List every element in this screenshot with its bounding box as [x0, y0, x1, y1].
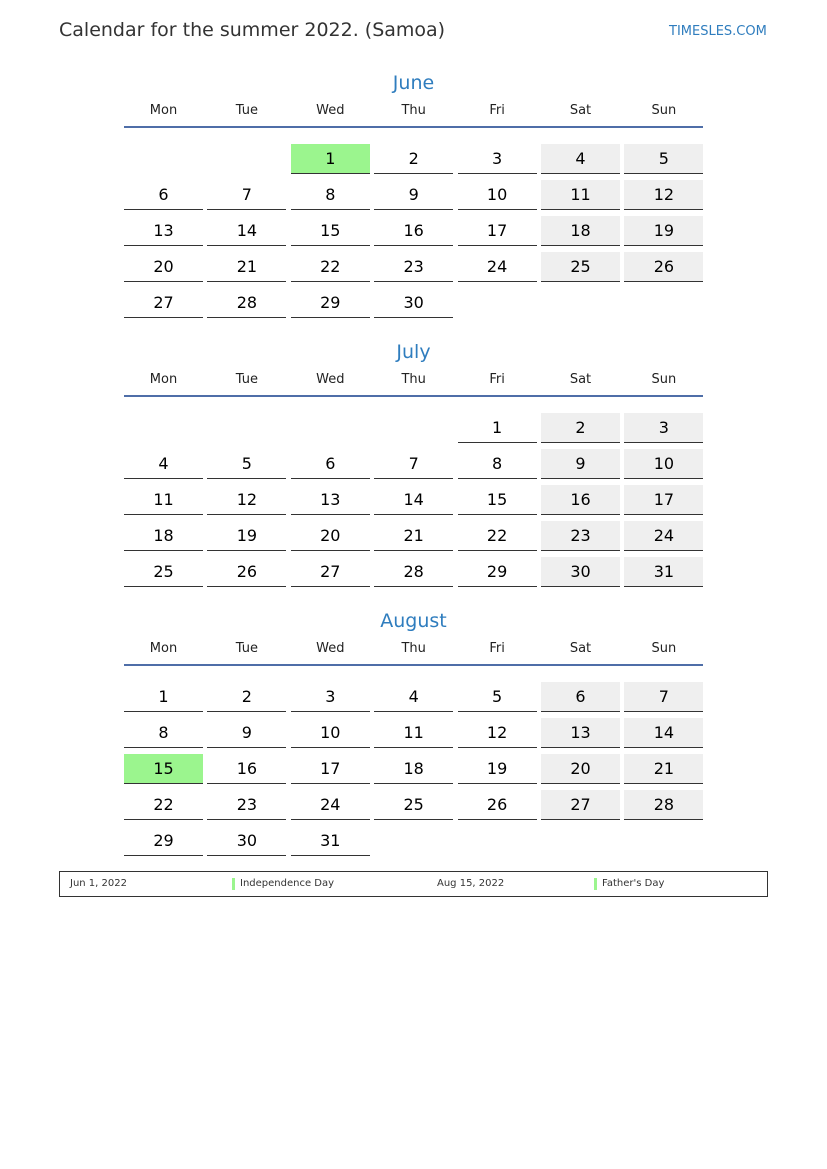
day-cell: 23 [541, 521, 620, 551]
day-cell: 14 [207, 216, 286, 246]
day-cell: 5 [207, 449, 286, 479]
day-cell: 20 [541, 754, 620, 784]
weekday-label: Thu [401, 641, 426, 656]
day-cell: 4 [541, 144, 620, 174]
weekday-label: Wed [316, 372, 345, 387]
day-cell: 8 [124, 718, 203, 748]
day-cell: 11 [374, 718, 453, 748]
day-cell: 19 [458, 754, 537, 784]
header-divider [124, 126, 703, 128]
weekday-label: Thu [401, 103, 426, 118]
month-title: July [396, 341, 431, 363]
day-cell: 8 [291, 180, 370, 210]
weekday-label: Sat [569, 103, 592, 118]
legend-holiday-name: Independence Day [240, 878, 335, 889]
weekday-label: Mon [149, 372, 178, 387]
day-cell: 12 [207, 485, 286, 515]
day-cell: 23 [207, 790, 286, 820]
day-cell: 10 [458, 180, 537, 210]
legend-color-marker [232, 878, 235, 890]
day-cell: 24 [291, 790, 370, 820]
day-cell: 28 [374, 557, 453, 587]
day-cell: 17 [458, 216, 537, 246]
month-title: August [380, 610, 447, 632]
day-cell: 2 [374, 144, 453, 174]
day-cell: 29 [291, 288, 370, 318]
day-cell: 26 [207, 557, 286, 587]
weekday-label: Fri [489, 103, 505, 118]
day-cell: 9 [374, 180, 453, 210]
day-cell: 4 [124, 449, 203, 479]
day-cell: 27 [541, 790, 620, 820]
day-cell: 12 [624, 180, 703, 210]
month-title: June [392, 72, 435, 94]
site-link[interactable]: TIMESLES.COM [669, 24, 767, 39]
holiday-day-cell: 1 [291, 144, 370, 174]
day-cell: 4 [374, 682, 453, 712]
day-cell: 7 [374, 449, 453, 479]
day-cell: 31 [624, 557, 703, 587]
day-cell: 24 [458, 252, 537, 282]
day-cell: 2 [207, 682, 286, 712]
weekday-label: Mon [149, 103, 178, 118]
weekday-label: Tue [235, 372, 258, 387]
day-cell: 25 [124, 557, 203, 587]
day-cell: 6 [541, 682, 620, 712]
day-cell: 3 [458, 144, 537, 174]
weekday-label: Sun [651, 641, 677, 656]
weekday-label: Sat [569, 372, 592, 387]
day-cell: 15 [458, 485, 537, 515]
day-cell: 3 [624, 413, 703, 443]
day-cell: 20 [124, 252, 203, 282]
day-cell: 23 [374, 252, 453, 282]
weekday-label: Sun [651, 372, 677, 387]
day-cell: 22 [458, 521, 537, 551]
day-cell: 28 [624, 790, 703, 820]
weekday-label: Tue [235, 103, 258, 118]
legend-date: Aug 15, 2022 [437, 878, 505, 889]
day-cell: 11 [124, 485, 203, 515]
day-cell: 16 [541, 485, 620, 515]
day-cell: 20 [291, 521, 370, 551]
weekday-header-row [124, 639, 703, 659]
day-cell: 28 [207, 288, 286, 318]
day-cell: 18 [541, 216, 620, 246]
day-cell: 29 [124, 826, 203, 856]
day-cell: 27 [124, 288, 203, 318]
day-cell: 7 [624, 682, 703, 712]
weekday-label: Wed [316, 641, 345, 656]
day-cell: 18 [124, 521, 203, 551]
day-cell: 19 [207, 521, 286, 551]
day-cell: 30 [374, 288, 453, 318]
weekday-label: Fri [489, 641, 505, 656]
day-cell: 18 [374, 754, 453, 784]
day-cell: 14 [624, 718, 703, 748]
day-cell: 26 [624, 252, 703, 282]
day-cell: 13 [291, 485, 370, 515]
header-divider [124, 395, 703, 397]
day-cell: 1 [124, 682, 203, 712]
weekday-label: Mon [149, 641, 178, 656]
header-divider [124, 664, 703, 666]
day-cell: 22 [124, 790, 203, 820]
day-cell: 19 [624, 216, 703, 246]
day-cell: 10 [624, 449, 703, 479]
day-cell: 9 [541, 449, 620, 479]
day-cell: 16 [207, 754, 286, 784]
day-cell: 13 [541, 718, 620, 748]
day-cell: 15 [291, 216, 370, 246]
day-cell: 11 [541, 180, 620, 210]
day-cell: 25 [541, 252, 620, 282]
day-cell: 1 [458, 413, 537, 443]
weekday-label: Tue [235, 641, 258, 656]
day-cell: 27 [291, 557, 370, 587]
legend-holiday-name: Father's Day [602, 878, 665, 889]
weekday-label: Fri [489, 372, 505, 387]
page-title: Calendar for the summer 2022. (Samoa) [59, 19, 446, 41]
day-cell: 25 [374, 790, 453, 820]
day-cell: 5 [458, 682, 537, 712]
day-cell: 17 [624, 485, 703, 515]
day-cell: 21 [624, 754, 703, 784]
day-cell: 24 [624, 521, 703, 551]
weekday-label: Wed [316, 103, 345, 118]
day-cell: 21 [207, 252, 286, 282]
day-cell: 2 [541, 413, 620, 443]
day-cell: 9 [207, 718, 286, 748]
legend-color-marker [594, 878, 597, 890]
day-cell: 3 [291, 682, 370, 712]
day-cell: 22 [291, 252, 370, 282]
weekday-label: Sun [651, 103, 677, 118]
legend-date: Jun 1, 2022 [70, 878, 127, 889]
day-cell: 13 [124, 216, 203, 246]
day-cell: 10 [291, 718, 370, 748]
day-cell: 26 [458, 790, 537, 820]
day-cell: 5 [624, 144, 703, 174]
day-cell: 7 [207, 180, 286, 210]
day-cell: 6 [124, 180, 203, 210]
day-cell: 8 [458, 449, 537, 479]
day-cell: 14 [374, 485, 453, 515]
weekday-header-row [124, 370, 703, 390]
day-cell: 17 [291, 754, 370, 784]
weekday-header-row [124, 101, 703, 121]
day-cell: 6 [291, 449, 370, 479]
day-cell: 21 [374, 521, 453, 551]
day-cell: 16 [374, 216, 453, 246]
weekday-label: Sat [569, 641, 592, 656]
weekday-label: Thu [401, 372, 426, 387]
holiday-day-cell: 15 [124, 754, 203, 784]
day-cell: 12 [458, 718, 537, 748]
day-cell: 31 [291, 826, 370, 856]
day-cell: 30 [207, 826, 286, 856]
day-cell: 29 [458, 557, 537, 587]
holiday-legend [59, 871, 768, 897]
day-cell: 30 [541, 557, 620, 587]
